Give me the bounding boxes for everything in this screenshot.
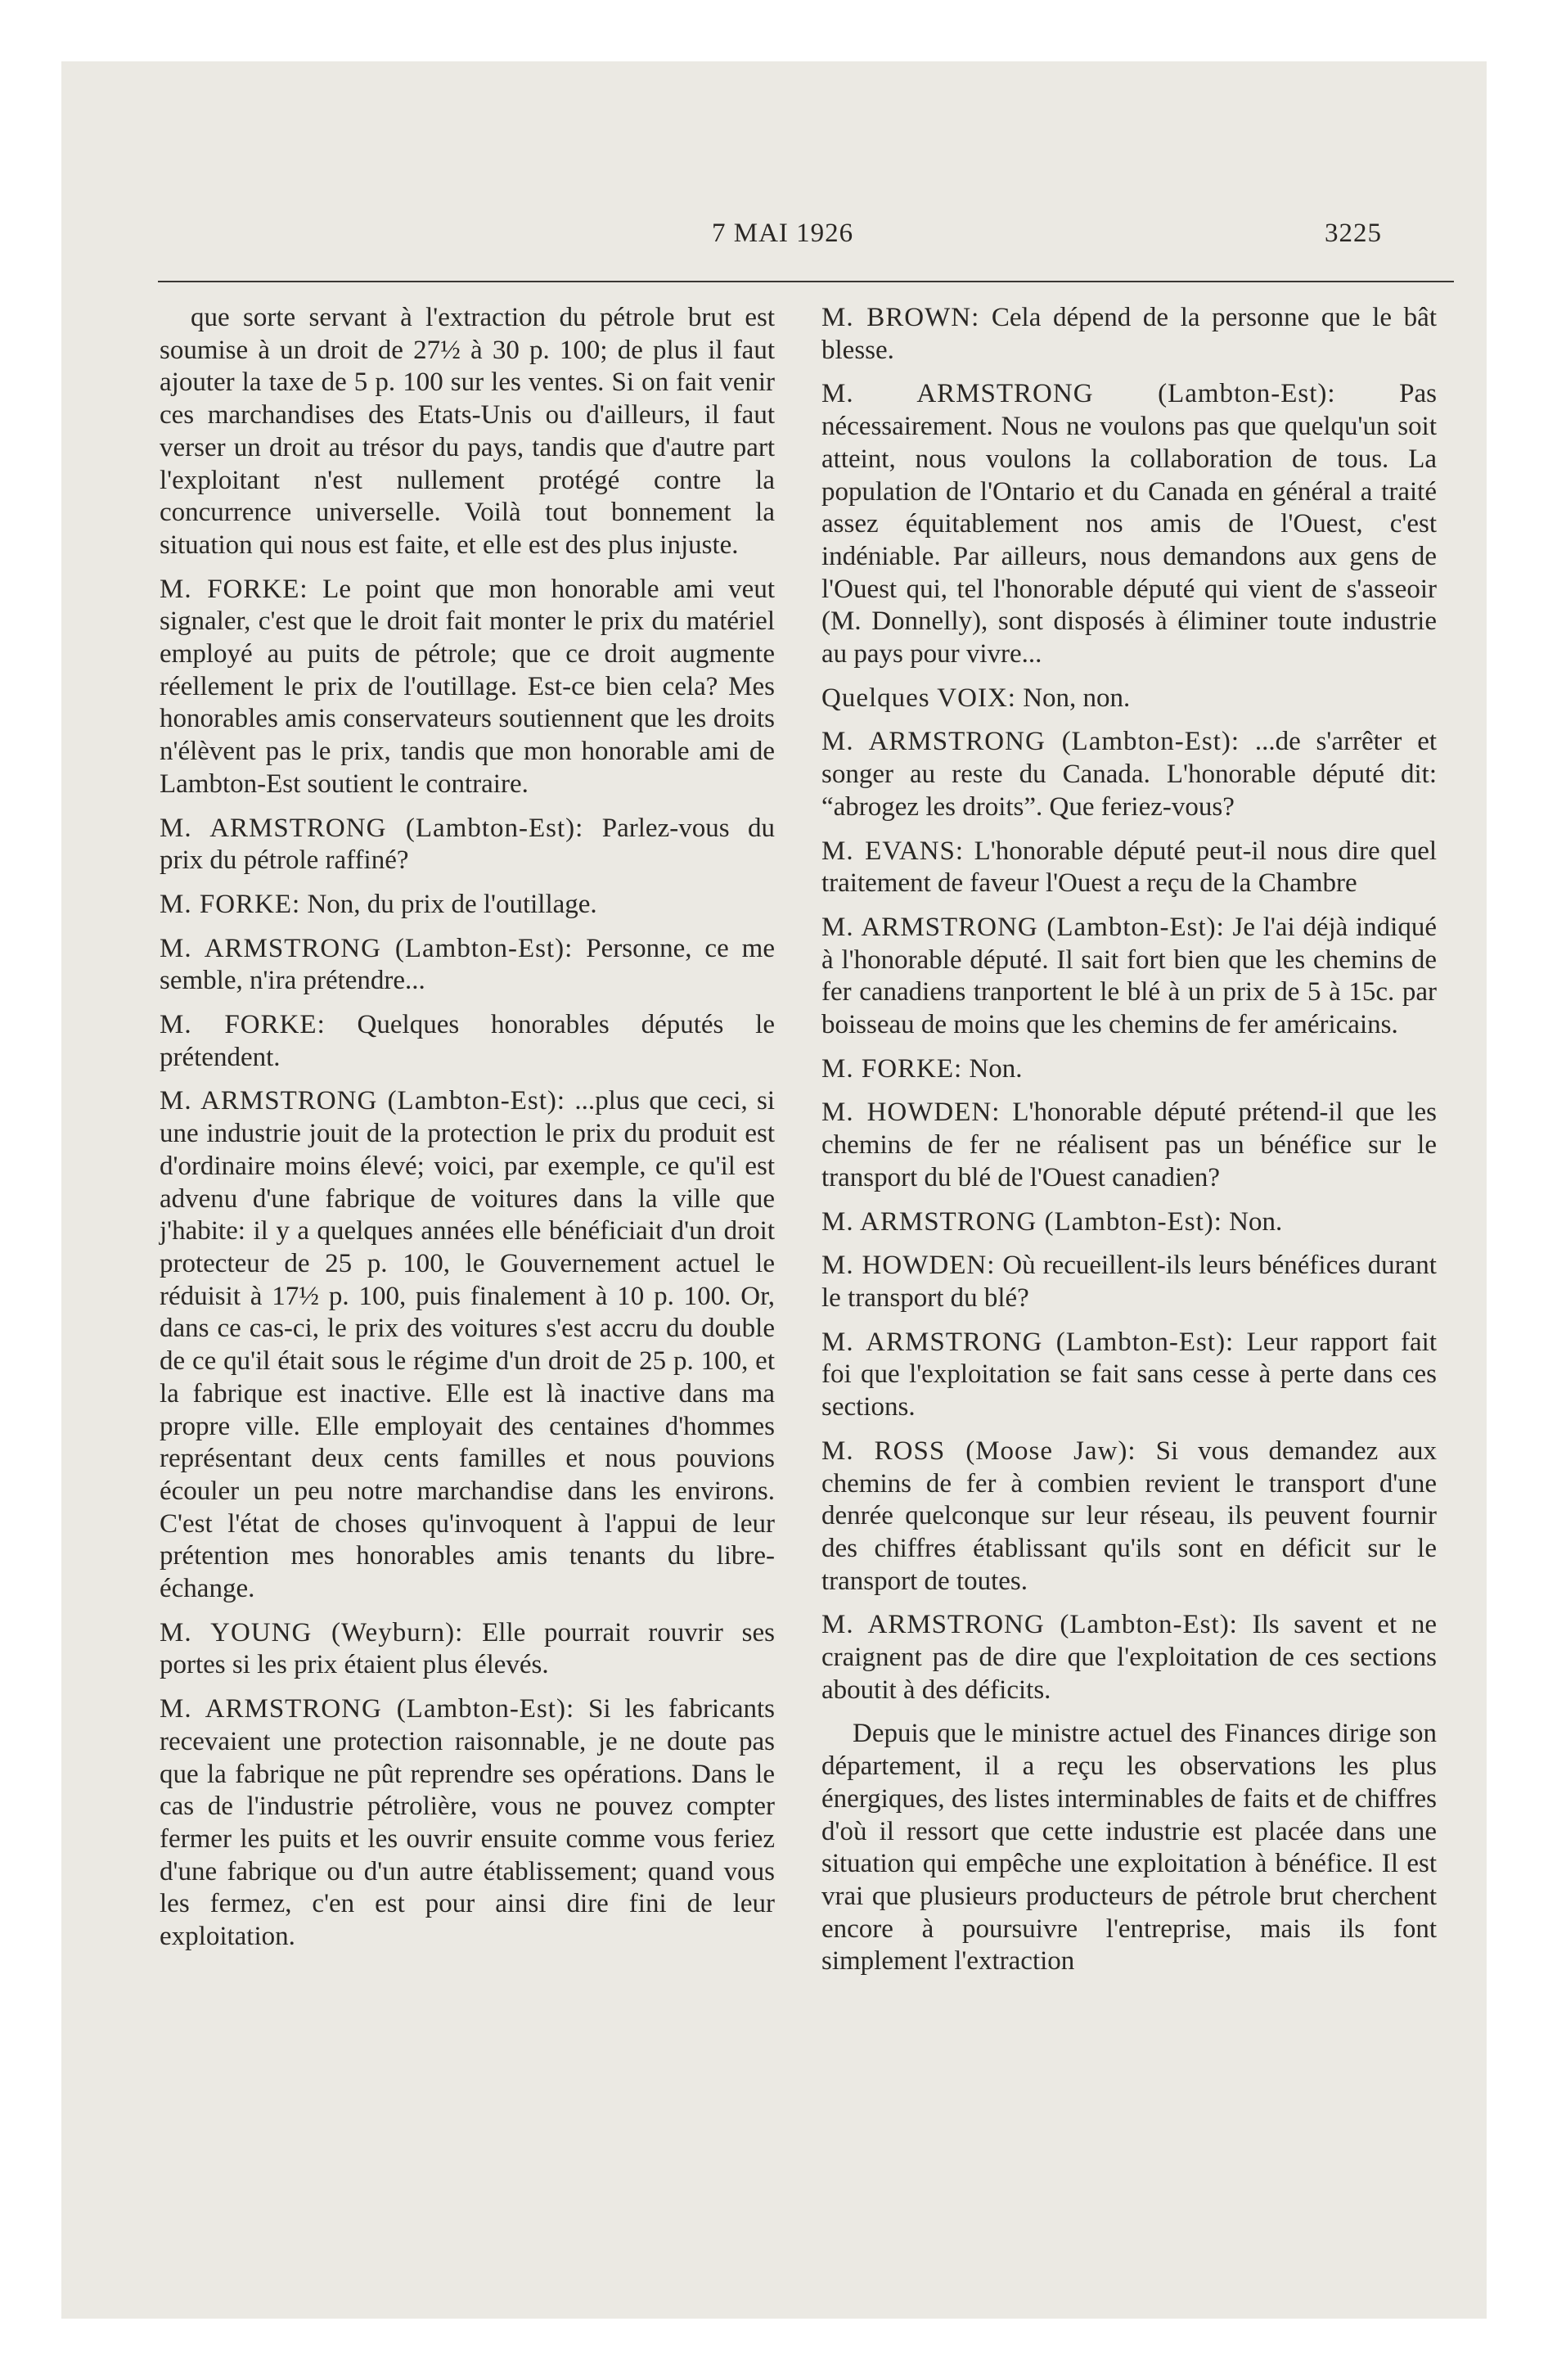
speaker-name: M. ROSS (Moose Jaw): [821,1436,1136,1466]
paragraph-text: que sorte servant à l'extraction du pétrole brut est soumise à un droit de 27½ à 30 p. 100; de plus il faut ajouter la taxe de 5 p. 100 sur les ventes. Si on fait venir ces marchandises des Etats-Unis ou d'ailleurs, il faut verser un droit au trésor du pays, tandis que d'autre part l'exploitant n'est nullement protégé contre la concurrence universelle. Voilà tout bonnement la situation qui nous est faite, et elle est des plus injuste. [160,303,775,560]
paragraph [160,1693,775,1954]
scanned-page [61,61,1487,2319]
paragraph [160,302,775,562]
paragraph [821,1053,1437,1086]
speaker-name: M. FORKE: [160,574,308,604]
speaker-name: M. YOUNG (Weyburn): [160,1617,464,1648]
speaker-name: M. HOWDEN: [821,1098,1001,1128]
speaker-name: M. FORKE: [821,1053,963,1084]
paragraph [821,1609,1437,1706]
paragraph-text: Non. [1222,1206,1283,1237]
paragraph [160,1009,775,1074]
paragraph-text: ...plus que ceci, si une industrie jouit de la protection le prix du produit est d'ordinaire moins élevé; voici, par exemple, ce qu'il est advenu d'une fabrique de voitures dans la ville que j'habite: il y a quelques années elle bénéficiait d'un droit protecteur de 25 p. 100, le Gouvernement actuel le réduisit à 17½ p. 100, puis finalement à 10 p. 100. Or, dans ce cas-ci, le prix des voitures s'est accru du double de ce qu'il était sous le régime d'un droit de 25 p. 100, et la fabrique est inactive. Elle est là inactive dans ma propre ville. Elle employait des centaines d'hommes représentant deux cents familles et nous pouvions écouler un peu notre marchandise dans les environs. C'est l'état de choses qu'invoquent à l'appui de leur prétention mes honorables amis tenants du libre-échange. [160,1086,776,1604]
paragraph [160,1085,775,1605]
paragraph [821,683,1437,715]
header-rule [158,281,1454,282]
paragraph-text: Personne, ce me semble, n'ira prétendre... [160,933,775,996]
paragraph-text: Quelques honorables députés le prétendent. [160,1010,775,1072]
paragraph [821,1250,1437,1314]
paragraph-text: Le point que mon honorable ami veut signaler, c'est que le droit fait monter le prix du matériel employé au puits de pétrole; que ce droit augmente réellement le prix de l'outillage. Est-ce bien cela? Mes honorables amis conservateurs soutiennent que les droits n'élèvent pas le prix, tandis que mon honorable ami de Lambton-Est soutient le contraire. [160,574,775,799]
speaker-name: M. ARMSTRONG (Lambton-Est): [160,1694,575,1724]
paragraph [821,1327,1437,1424]
paragraph [821,1206,1437,1239]
paragraph-text: L'honorable député prétend-il que les chemins de fer ne réalisent pas un bénéfice sur le transport du blé de l'Ouest canadien? [821,1098,1437,1192]
page-date: 7 MAI 1926 [712,219,854,248]
page-header [61,219,1487,259]
speaker-name: M. HOWDEN: [821,1251,996,1281]
speaker-name: M. ARMSTRONG (Lambton-Est): [160,813,584,843]
left-column [160,302,775,1965]
paragraph [821,836,1437,900]
speaker-name: M. ARMSTRONG (Lambton-Est): [821,1206,1222,1237]
speaker-name: M. EVANS: [821,836,965,866]
paragraph [160,1617,775,1682]
paragraph-text: Si les fabricants recevaient une protection raisonnable, je ne doute pas que la fabrique ne pût reprendre ses opérations. Dans le cas de l'industrie pétrolière, vous ne pouvez compter fermer les puits et les ouvrir ensuite comme vous feriez d'une fabrique ou d'un autre établissement; quand vous les fermez, c'en est pour ainsi dire fini de leur exploitation. [160,1694,775,1952]
paragraph [821,1436,1437,1598]
paragraph-text: Je l'ai déjà indiqué à l'honorable député. Il sait fort bien que les chemins de fer canadiens tranportent le blé à un prix de 5 à 15c. par boisseau de moins que les chemins de fer américains. [821,912,1437,1040]
paragraph [821,1097,1437,1194]
paragraph-text: Parlez-vous du prix du pétrole raffiné? [160,813,775,876]
paragraph-text: Non. [962,1053,1023,1084]
paragraph [821,302,1437,367]
speaker-name: M. FORKE: [160,889,301,919]
speaker-name: M. ARMSTRONG (Lambton-Est): [821,727,1240,757]
paragraph [821,1718,1437,1978]
paragraph-text: Depuis que le ministre actuel des Finances dirige son département, il a reçu les observations les plus énergiques, des listes interminables de faits et de chiffres d'où il ressort que cette industrie est placée dans une situation qui empêche une exploitation à bénéfice. Il est vrai que plusieurs producteurs de pétrole brut cherchent encore à poursuivre l'entreprise, mais ils font simplement l'extraction [821,1719,1437,1977]
paragraph-text: ...de s'arrêter et songer au reste du Canada. L'honorable député dit: “abrogez les droits”. Que feriez-vous? [821,727,1438,822]
paragraph-text: Leur rapport fait foi que l'exploitation se fait sans cesse à perte dans ces sections. [821,1327,1438,1422]
right-column [821,302,1437,1990]
paragraph-text: Non, non. [1015,683,1131,713]
paragraph [160,933,775,998]
speaker-name: M. ARMSTRONG (Lambton-Est): [821,379,1336,409]
speaker-name: Quelques VOIX: [821,683,1016,713]
paragraph-text: Où recueillent-ils leurs bénéfices durant le transport du blé? [821,1251,1437,1313]
speaker-name: M. ARMSTRONG (Lambton-Est): [821,1610,1238,1640]
page-number: 3225 [1325,219,1382,248]
paragraph [160,574,775,801]
paragraph-text: Si vous demandez aux chemins de fer à combien revient le transport d'une denrée quelconque sur leur réseau, ils peuvent fournir des chiffres établissant qu'ils sont en déficit sur le transport de toutes. [821,1436,1437,1596]
paragraph-text: Pas nécessairement. Nous ne voulons pas que quelqu'un soit atteint, nous voulons la collaboration de tous. La population de l'Ontario et du Canada en général a traité assez équitablement nos amis de l'Ouest, c'est indéniable. Par ailleurs, nous demandons aux gens de l'Ouest qui, tel l'honorable député qui vient de s'asseoir (M. Donnelly), sont disposés à éliminer toute industrie au pays pour vivre... [821,379,1437,669]
paragraph-text: Elle pourrait rouvrir ses portes si les prix étaient plus élevés. [160,1617,775,1680]
paragraph-text: Cela dépend de la personne que le bât blesse. [821,303,1437,365]
paragraph-text: L'honorable député peut-il nous dire quel traitement de faveur l'Ouest a reçu de la Chambre [821,836,1438,899]
speaker-name: M. FORKE: [160,1010,326,1040]
speaker-name: M. BROWN: [821,303,980,332]
paragraph [821,726,1437,823]
paragraph-text: Non, du prix de l'outillage. [300,889,597,919]
paragraph-text: Ils savent et ne craignent pas de dire que l'exploitation de ces sections aboutit à des déficits. [821,1610,1437,1705]
speaker-name: M. ARMSTRONG (Lambton-Est): [821,912,1225,942]
speaker-name: M. ARMSTRONG (Lambton-Est): [160,933,574,963]
paragraph [160,813,775,877]
speaker-name: M. ARMSTRONG (Lambton-Est): [821,1327,1235,1357]
paragraph [160,889,775,922]
paragraph [821,912,1437,1042]
speaker-name: M. ARMSTRONG (Lambton-Est): [160,1086,566,1116]
paragraph [821,378,1437,670]
